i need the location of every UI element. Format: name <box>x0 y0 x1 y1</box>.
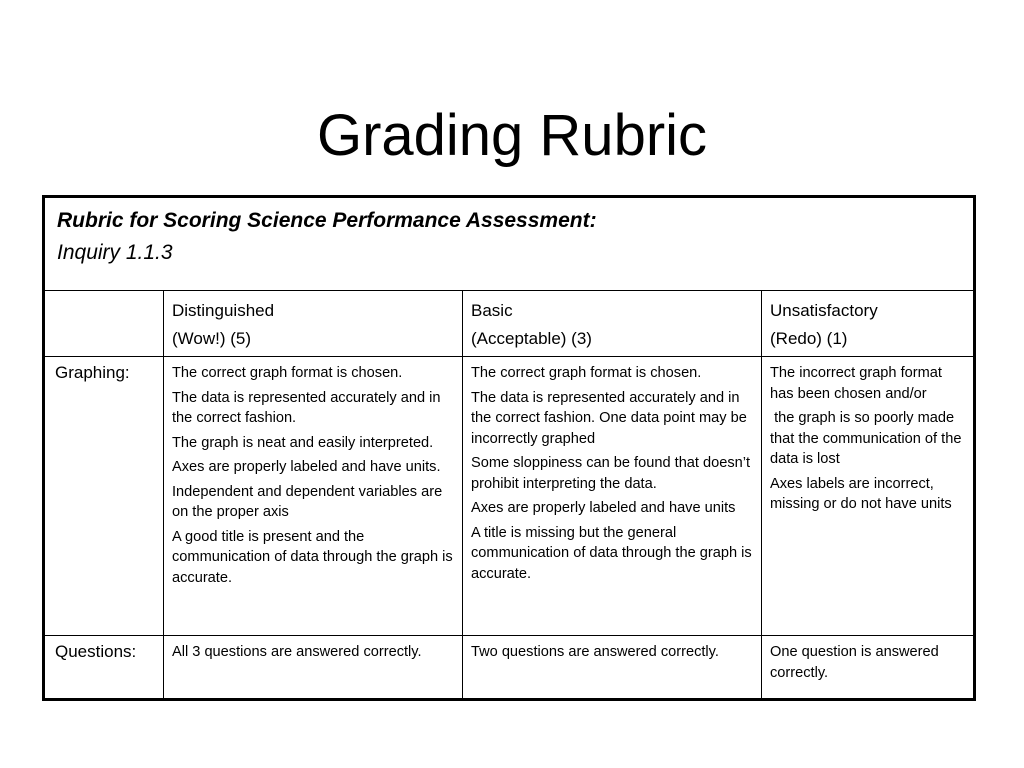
level-name: Distinguished <box>172 301 275 320</box>
slide-title: Grading Rubric <box>316 103 708 168</box>
level-name: Basic <box>471 301 513 320</box>
graphing-row <box>44 357 975 636</box>
rubric-heading-cell <box>44 197 975 291</box>
rubric-table <box>42 195 976 701</box>
questions-distinguished-cell: All 3 questions are answered correctly. <box>164 636 463 700</box>
rubric-heading-subtitle: Inquiry 1.1.3 <box>57 241 173 264</box>
graphing-unsatisfactory-cell <box>762 357 975 636</box>
criterion-text: the graph is so poorly made that the communication of the data is lost <box>770 410 966 467</box>
questions-row <box>44 636 975 700</box>
questions-basic-cell: Two questions are answered correctly. <box>463 636 762 700</box>
criterion-text: The correct graph format is chosen. <box>471 365 702 381</box>
criterion-text: The data is represented accurately and in the correct fashion. One data point may be incorrectly graphed <box>471 389 747 447</box>
levels-row-empty-cell <box>44 291 164 357</box>
questions-unsatisfactory-cell: One question is answered correctly. <box>762 636 975 700</box>
level-name: Unsatisfactory <box>770 301 878 320</box>
criterion-text: Axes are properly labeled and have units. <box>172 459 441 475</box>
level-score: (Redo) (1) <box>770 329 848 348</box>
criterion-text: Axes labels are incorrect, missing or do not have units <box>770 475 952 512</box>
levels-row <box>44 291 975 357</box>
criterion-text: Axes are properly labeled and have units <box>471 500 736 516</box>
criterion-text: The data is represented accurately and in the correct fashion. <box>172 389 441 426</box>
criterion-text: Independent and dependent variables are on the proper axis <box>172 483 443 520</box>
level-distinguished-header <box>164 291 463 357</box>
criterion-text: A good title is present and the communication of data through the graph is accurate. <box>172 528 453 586</box>
graphing-distinguished-cell <box>164 357 463 636</box>
criterion-text: The correct graph format is chosen. <box>172 365 403 381</box>
rubric-heading-title: Rubric for Scoring Science Performance Assessment: <box>57 209 597 232</box>
criterion-text: A title is missing but the general communication of data through the graph is accurate. <box>471 524 752 582</box>
level-score: (Acceptable) (3) <box>471 329 592 348</box>
graphing-basic-cell <box>463 357 762 636</box>
rubric-heading-row <box>44 197 975 291</box>
graphing-row-label: Graphing: <box>44 357 164 636</box>
level-score: (Wow!) (5) <box>172 329 252 348</box>
level-basic-header <box>463 291 762 357</box>
criterion-text: Some sloppiness can be found that doesn’t prohibit interpreting the data. <box>471 455 751 492</box>
criterion-text: The incorrect graph format has been chosen and/or <box>770 365 942 402</box>
questions-row-label: Questions: <box>44 636 164 700</box>
criterion-text: The graph is neat and easily interpreted. <box>172 434 434 451</box>
level-unsatisfactory-header <box>762 291 975 357</box>
